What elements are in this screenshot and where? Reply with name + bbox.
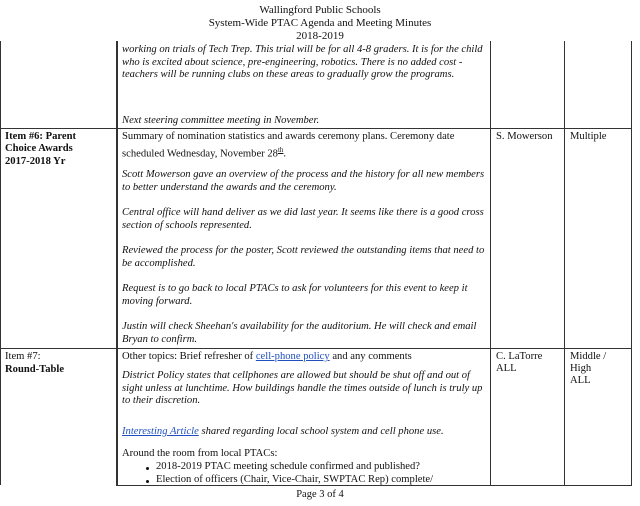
bullet-icon bbox=[146, 467, 149, 470]
item7-level-line2: High bbox=[570, 363, 592, 374]
carryover-next-meeting: Next steering committee meeting in November. bbox=[122, 115, 320, 126]
item7-owner-line1: C. LaTorre bbox=[496, 351, 543, 362]
item6-para-4: Request is to go back to local PTACs to ask for volunteers for this event to keep it moving forward. bbox=[122, 283, 468, 307]
carryover-paragraph: working on trials of Tech Trep. This trial will be for all 4-8 graders. It is for the child who is excited about science, pre-engineering, robotics. There is no added cost - teachers will be running clubs on these areas to gradually grow the programs. bbox=[122, 44, 483, 80]
item7-topics-prefix: Other topics: Brief refresher of bbox=[122, 351, 256, 362]
item6-level: Multiple bbox=[570, 131, 607, 142]
col-divider bbox=[564, 41, 565, 485]
item7-topics bbox=[122, 351, 490, 364]
doc-header-year: 2018-2019 bbox=[296, 30, 344, 42]
item6-title-line2: Choice Awards bbox=[5, 143, 73, 154]
item6-summary-text: Summary of nomination statistics and awards ceremony plans. Ceremony date scheduled Wednesday, November 28 bbox=[122, 131, 455, 160]
page-number: Page 3 of 4 bbox=[296, 489, 344, 500]
item6-owner: S. Mowerson bbox=[496, 131, 553, 142]
item7-around-room: Around the room from local PTACs: bbox=[122, 448, 278, 459]
doc-header-district: Wallingford Public Schools bbox=[259, 4, 381, 16]
item7-article-rest: shared regarding local school system and cell phone use. bbox=[198, 426, 444, 437]
item6-summary-end: . bbox=[283, 148, 287, 160]
item7-topics-suffix: and any comments bbox=[329, 351, 412, 362]
col-divider bbox=[490, 41, 491, 485]
item6-para-2: Central office will hand deliver as we did last year. It seems like there is a good cross section of schools represented. bbox=[122, 207, 484, 231]
item7-bullet-1: 2018-2019 PTAC meeting schedule confirmed and published? bbox=[156, 461, 420, 472]
doc-header-title: System-Wide PTAC Agenda and Meeting Minutes bbox=[208, 17, 432, 29]
item6-summary bbox=[122, 131, 490, 161]
item6-para-5: Justin will check Sheehan's availability for the auditorium. He will check and email Bryan to confirm. bbox=[122, 321, 477, 345]
item7-level-line3: ALL bbox=[570, 375, 591, 386]
item7-bullet-2: Election of officers (Chair, Vice-Chair, SWPTAC Rep) complete/ bbox=[156, 474, 434, 485]
bullet-icon bbox=[146, 480, 149, 483]
item7-district-policy: District Policy states that cellphones are allowed but should be shut off and out of sight unless at lunchtime. How buildings handle the times outside of lunch is truly up to their discretion. bbox=[122, 370, 483, 406]
item6-title-line3: 2017-2018 Yr bbox=[5, 156, 66, 167]
item6-title-line1: Item #6: Parent bbox=[5, 131, 76, 142]
interesting-article-link[interactable]: Interesting Article bbox=[122, 426, 199, 437]
col-divider bbox=[117, 41, 118, 485]
item6-para-3: Reviewed the process for the poster, Scott reviewed the outstanding items that need to be accomplished. bbox=[122, 245, 485, 269]
item7-owner-line2: ALL bbox=[496, 363, 517, 374]
item6-summary-sup: th bbox=[277, 145, 284, 154]
row-divider bbox=[1, 348, 631, 349]
item7-level-line1: Middle / bbox=[570, 351, 607, 362]
table-left-border bbox=[0, 41, 1, 485]
item7-title-line1: Item #7: bbox=[5, 351, 41, 362]
item7-title-line2: Round-Table bbox=[5, 364, 65, 375]
item6-para-1: Scott Mowerson gave an overview of the process and the history for all new members to better understand the awards and the ceremony. bbox=[122, 169, 485, 193]
cell-phone-policy-link[interactable]: cell-phone policy bbox=[255, 351, 330, 362]
row-divider bbox=[1, 128, 631, 129]
item7-article bbox=[122, 426, 490, 439]
